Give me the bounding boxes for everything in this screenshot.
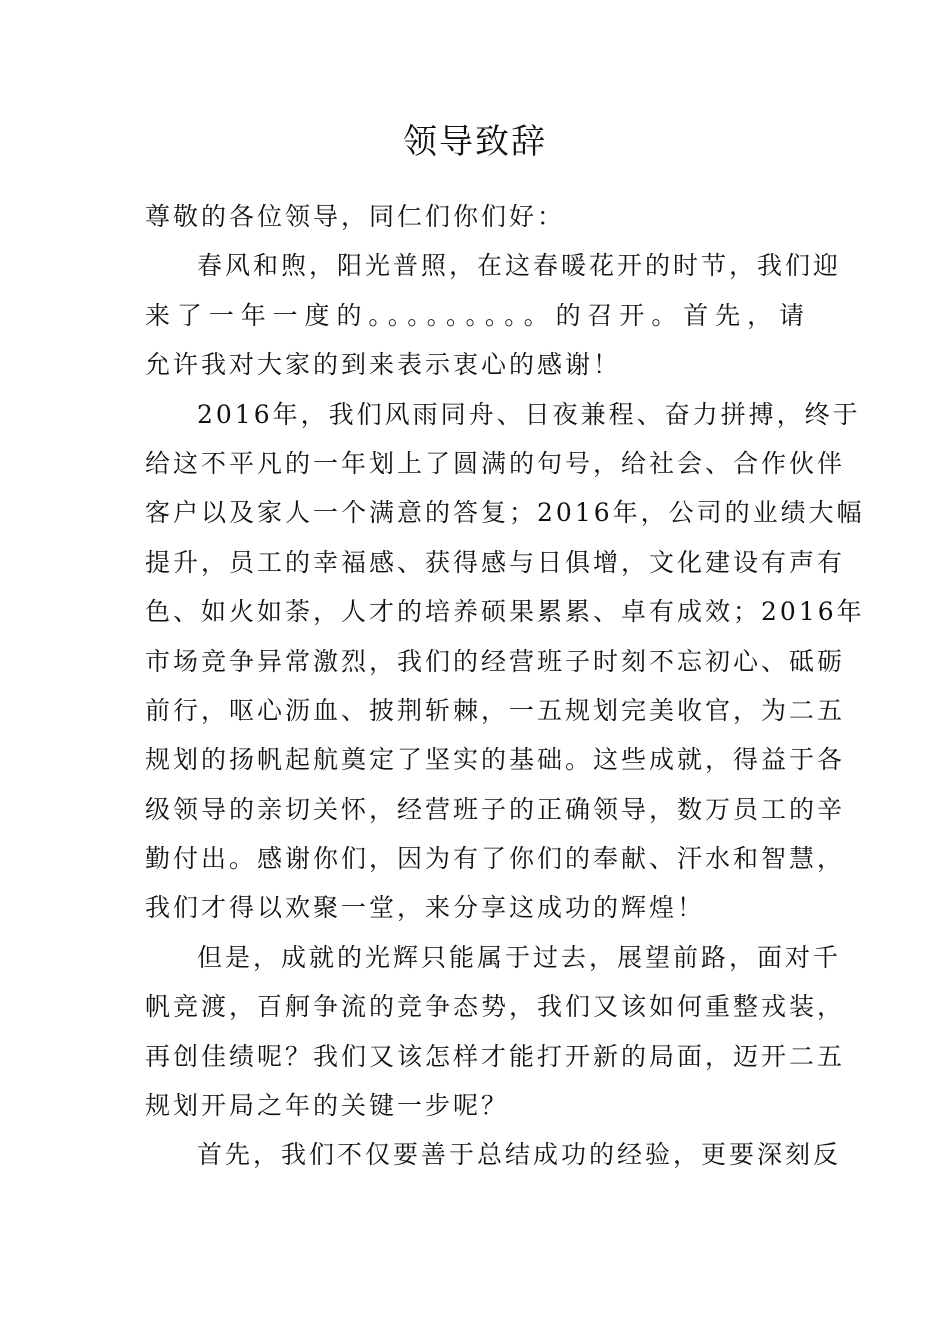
text-line: 给这不平凡的一年划上了圆满的句号，给社会、合作伙伴 bbox=[145, 448, 846, 478]
text-line: 勤付出。感谢你们，因为有了你们的奉献、汗水和智慧， bbox=[145, 844, 846, 874]
text-line: 客户以及家人一个满意的答复；2016年，公司的业绩大幅 bbox=[145, 498, 865, 528]
document-title: 领导致辞 bbox=[403, 122, 547, 162]
text-line: 春风和煦，阳光普照，在这春暖花开的时节，我们迎 bbox=[197, 251, 842, 281]
document-body bbox=[145, 192, 865, 1180]
text-line: 市场竞争异常激烈，我们的经营班子时刻不忘初心、砥砺 bbox=[145, 646, 846, 676]
text-line: 前行，呕心沥血、披荆斩棘，一五规划完美收官，为二五 bbox=[145, 695, 846, 725]
text-line: 但是，成就的光辉只能属于过去，展望前路，面对千 bbox=[197, 942, 842, 972]
text-line: 级领导的亲切关怀，经营班子的正确领导，数万员工的辛 bbox=[145, 794, 846, 824]
text-line: 允许我对大家的到来表示衷心的感谢！ bbox=[145, 350, 622, 380]
text-line: 来了一年一度的。。。。。。。。。的召开。首先，请 bbox=[145, 300, 807, 330]
text-line: 首先，我们不仅要善于总结成功的经验，更要深刻反 bbox=[197, 1140, 842, 1170]
text-line: 色、如火如荼，人才的培养硕果累累、卓有成效；2016年 bbox=[145, 597, 865, 627]
text-line: 规划的扬帆起航奠定了坚实的基础。这些成就，得益于各 bbox=[145, 745, 846, 775]
text-line: 规划开局之年的关键一步呢？ bbox=[145, 1091, 510, 1121]
text-line: 尊敬的各位领导，同仁们你们好： bbox=[145, 202, 566, 231]
text-line: 我们才得以欢聚一堂，来分享这成功的辉煌！ bbox=[145, 893, 706, 923]
text-line: 帆竞渡，百舸争流的竞争态势，我们又该如何重整戎装， bbox=[145, 992, 846, 1022]
text-line: 提升，员工的幸福感、获得感与日俱增，文化建设有声有 bbox=[145, 547, 846, 577]
text-line: 再创佳绩呢？我们又该怎样才能打开新的局面，迈开二五 bbox=[145, 1041, 846, 1071]
text-line: 2016年，我们风雨同舟、日夜兼程、奋力拼搏，终于 bbox=[197, 399, 861, 429]
